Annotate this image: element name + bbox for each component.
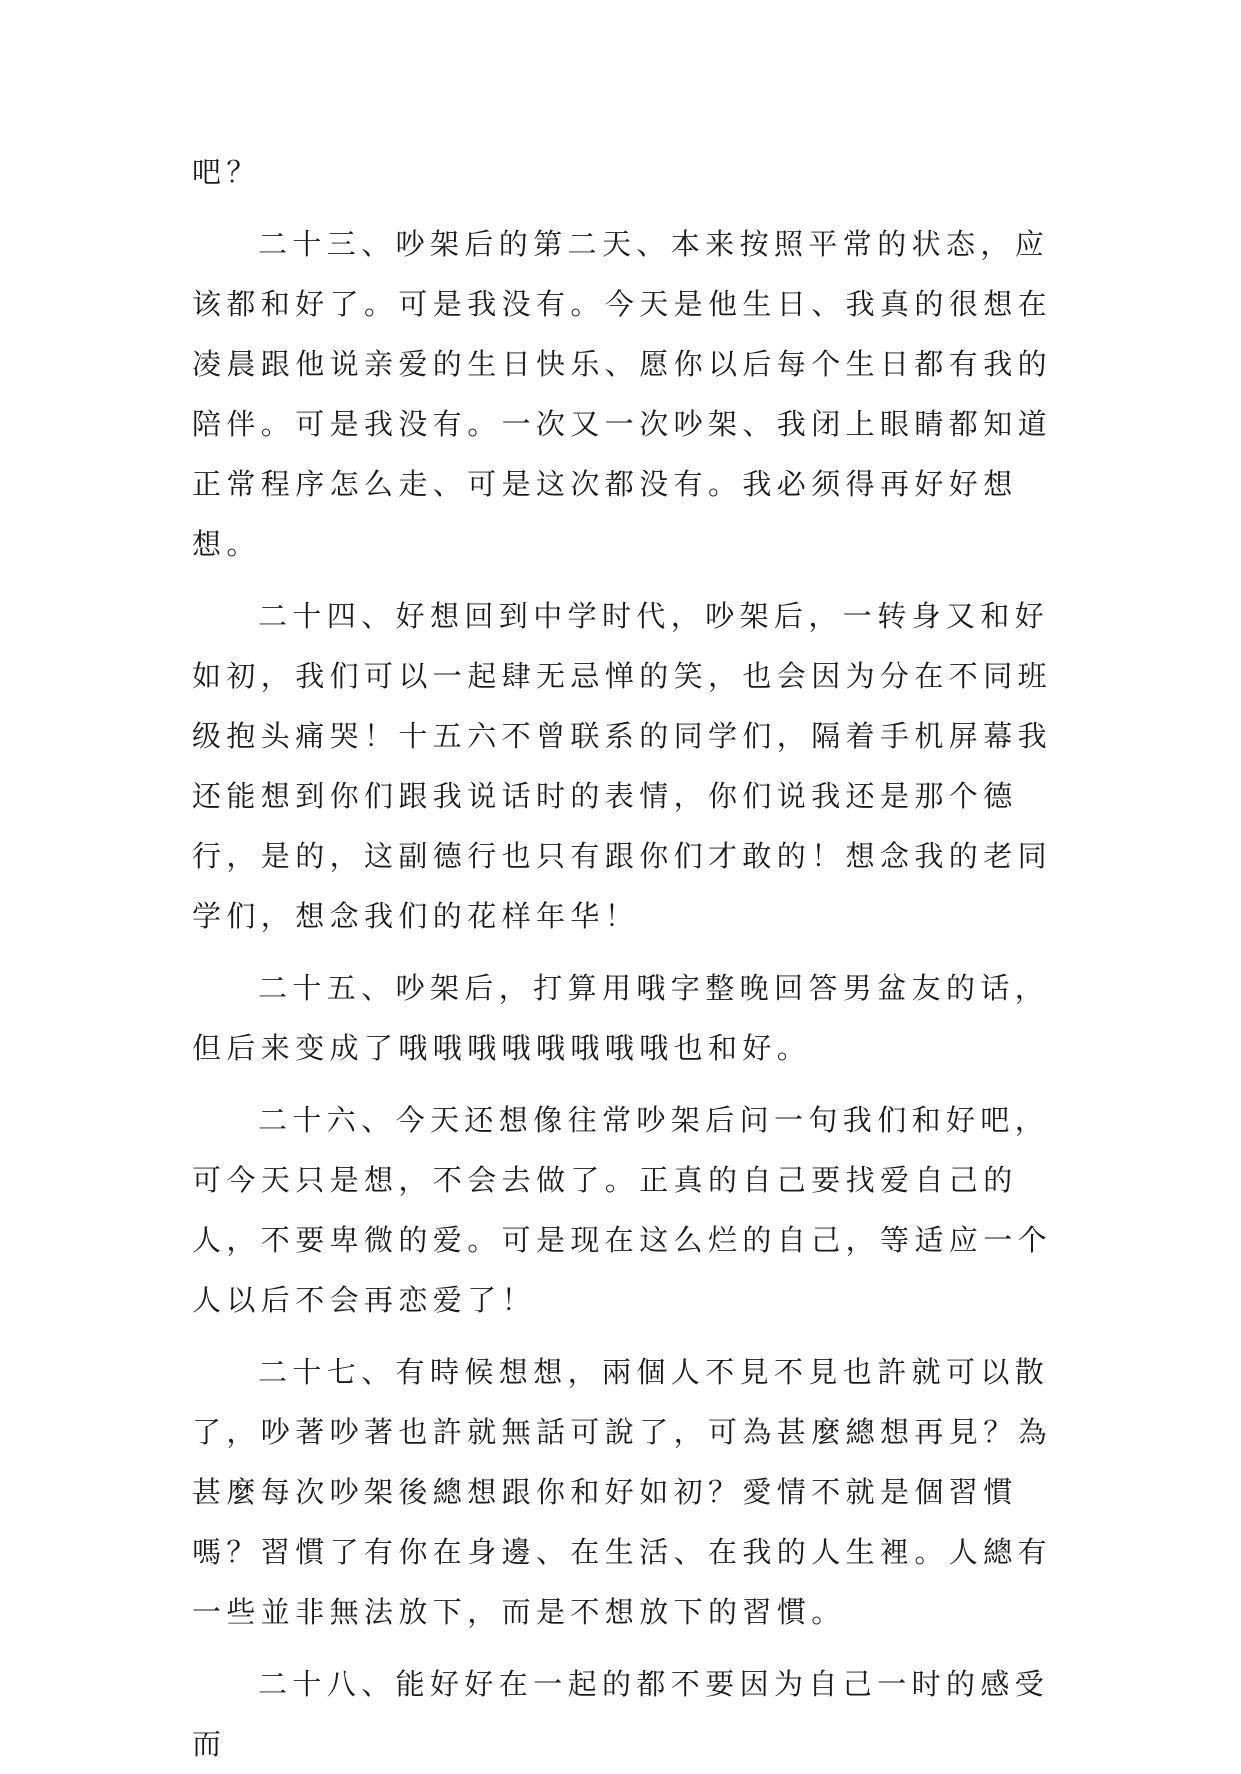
document-page [192, 142, 1054, 1774]
paragraph-23: 二十三、吵架后的第二天、本来按照平常的状态，应该都和好了。可是我没有。今天是他生日、我真的很想在凌晨跟他说亲爱的生日快乐、愿你以后每个生日都有我的陪伴。可是我没有。一次又一次吵架、我闭上眼睛都知道正常程序怎么走、可是这次都没有。我必须得再好好想想。 [192, 227, 1053, 561]
paragraph-28: 二十八、能好好在一起的都不要因为自己一时的感受而 [192, 1667, 1050, 1761]
paragraph-27: 二十七、有時候想想，兩個人不見不見也許就可以散了，吵著吵著也許就無話可說了，可為甚麼總想再見？為甚麼每次吵架後總想跟你和好如初？愛情不就是個習慣嗎？習慣了有你在身邊、在生活、在我的人生裡。人總有一些並非無法放下，而是不想放下的習慣。 [192, 1355, 1053, 1629]
paragraph-24: 二十四、好想回到中学时代，吵架后，一转身又和好如初，我们可以一起肆无忌惮的笑，也会因为分在不同班级抱头痛哭！十五六不曾联系的同学们，隔着手机屏幕我还能想到你们跟我说话时的表情，你们说我还是那个德行，是的，这副德行也只有跟你们才敢的！想念我的老同学们，想念我们的花样年华！ [192, 599, 1053, 933]
paragraph-26: 二十六、今天还想像往常吵架后问一句我们和好吧，可今天只是想，不会去做了。正真的自己要找爱自己的人，不要卑微的爱。可是现在这么烂的自己，等适应一个人以后不会再恋爱了！ [192, 1103, 1053, 1317]
paragraph-25: 二十五、吵架后，打算用哦字整晚回答男盆友的话，但后来变成了哦哦哦哦哦哦哦哦也和好。 [192, 971, 1050, 1065]
paragraph-continuation: 吧？ [192, 155, 261, 189]
